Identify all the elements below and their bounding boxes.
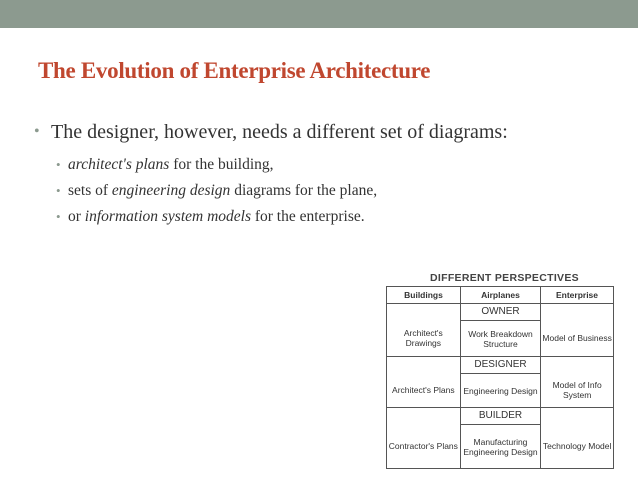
bullet-dot: • [34,123,40,140]
top-accent-bar [0,0,638,28]
perspectives-table [386,286,614,469]
perspectives-figure [386,270,614,469]
cell-enterprise: Model of Business [542,333,612,343]
airplanes-column-cell [461,408,542,468]
sub-bullet-list [34,152,514,230]
sub-bullet-prefix: sets of [68,182,112,199]
table-row-designer [387,357,613,408]
cell-airplanes: Engineering Design [463,385,538,396]
cell-enterprise: Technology Model [542,441,612,451]
bullet-main-text: The designer, however, needs a different set of diagrams: [51,121,508,143]
sub-bullet-rest: for the building, [169,156,274,173]
sub-bullet-engineering [56,178,514,204]
cell-airplanes: Work Breakdown Structure [468,328,533,349]
header-airplanes: Airplanes [461,287,541,304]
sub-bullet-emphasis: architect's plans [68,156,170,173]
airplanes-column-cell [461,357,542,407]
cell-enterprise: Model of Info System [552,380,602,400]
table-header-row [387,287,613,304]
bullet-dot: • [56,209,61,224]
sub-bullet-information [56,204,514,230]
table-row-owner [387,304,613,357]
sub-bullet-architect [56,152,514,178]
sub-bullet-emphasis: engineering design [111,182,231,199]
perspective-label-owner: OWNER [461,304,541,321]
bullet-main [34,118,514,146]
cell-airplanes: Manufacturing Engineering Design [463,436,538,457]
perspective-label-builder: BUILDER [461,408,541,425]
bullet-dot: • [56,183,61,198]
header-buildings: Buildings [387,287,461,304]
figure-title: DIFFERENT PERSPECTIVES [430,272,579,284]
slide-title: The Evolution of Enterprise Architecture [38,58,431,83]
sub-bullet-rest: diagrams for the plane, [230,182,378,199]
table-row-builder [387,408,613,468]
bullet-dot: • [56,157,61,172]
airplanes-column-cell [461,304,542,356]
cell-buildings: Architect's Drawings [387,304,461,356]
sub-bullet-emphasis: information system models [84,208,251,225]
perspective-label-designer: DESIGNER [461,357,541,374]
bullet-list [34,118,514,230]
cell-buildings: Contractor's Plans [387,408,461,468]
cell-buildings: Architect's Plans [387,357,461,407]
header-enterprise: Enterprise [541,287,613,304]
sub-bullet-prefix: or [68,208,85,225]
sub-bullet-rest: for the enterprise. [250,208,365,225]
